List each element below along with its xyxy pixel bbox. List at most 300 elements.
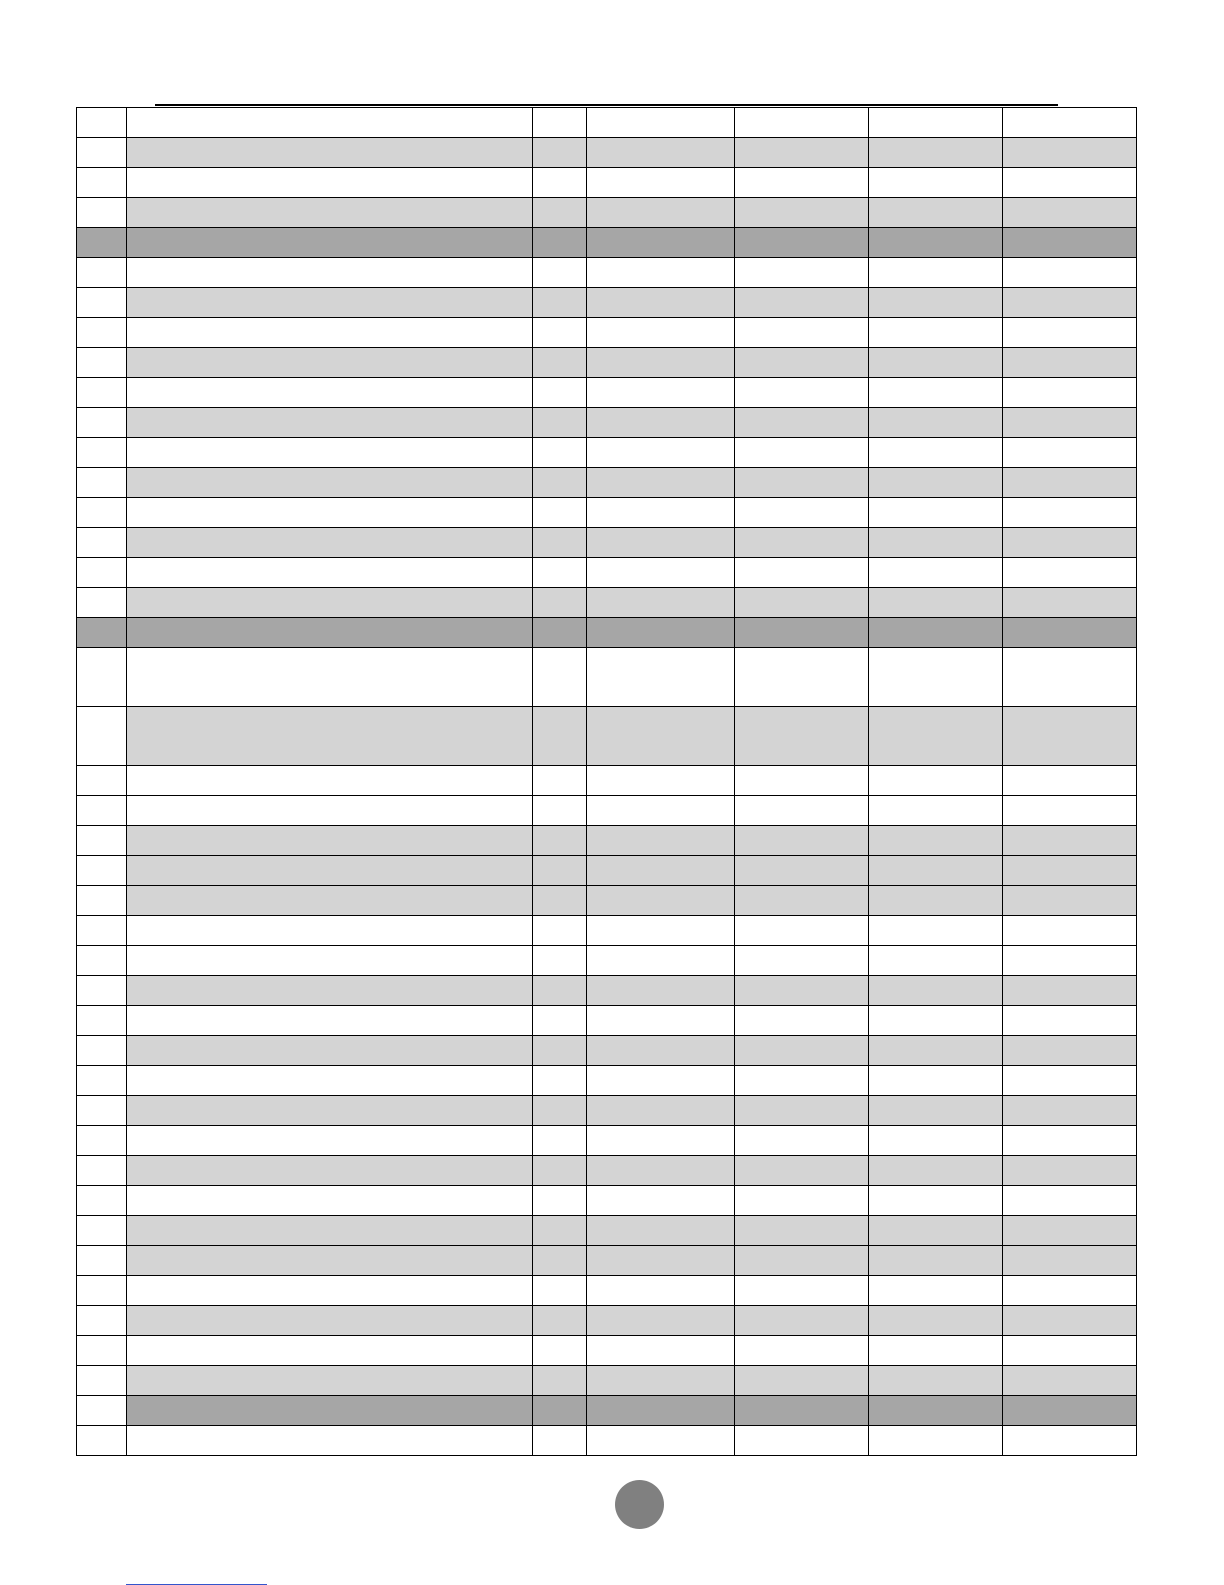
amount-cell-3[interactable] (868, 916, 1002, 945)
amount-cell-4[interactable] (1002, 1366, 1137, 1395)
description-cell[interactable] (126, 168, 532, 197)
amount-cell-2[interactable] (734, 588, 868, 617)
amount-cell-1[interactable] (586, 288, 734, 317)
line-number-cell (76, 618, 126, 647)
table-row (76, 976, 1137, 1006)
code-cell[interactable] (532, 1096, 586, 1125)
amount-cell-4[interactable] (1002, 588, 1137, 617)
description-cell[interactable] (126, 288, 532, 317)
amount-cell-3[interactable] (868, 707, 1002, 765)
amount-cell-4[interactable] (1002, 1096, 1137, 1125)
code-cell[interactable] (532, 198, 586, 227)
line-number-cell (76, 946, 126, 975)
code-cell[interactable] (532, 916, 586, 945)
description-cell[interactable] (126, 1276, 532, 1305)
amount-cell-4[interactable] (1002, 1336, 1137, 1365)
amount-cell-3[interactable] (868, 1246, 1002, 1275)
amount-cell-2[interactable] (734, 348, 868, 377)
table-row (76, 1306, 1137, 1336)
amount-cell-1[interactable] (586, 558, 734, 587)
description-cell[interactable] (126, 318, 532, 347)
amount-cell-2[interactable] (734, 886, 868, 915)
amount-cell-1[interactable] (586, 498, 734, 527)
code-cell[interactable] (532, 168, 586, 197)
amount-cell-4[interactable] (1002, 468, 1137, 497)
amount-cell-4[interactable] (1002, 348, 1137, 377)
table-row (76, 198, 1137, 228)
amount-cell-2[interactable] (734, 1096, 868, 1125)
amount-cell-3[interactable] (868, 1336, 1002, 1365)
code-cell[interactable] (532, 1276, 586, 1305)
code-cell[interactable] (532, 1336, 586, 1365)
code-cell[interactable] (532, 1366, 586, 1395)
code-cell[interactable] (532, 1006, 586, 1035)
amount-cell-2[interactable] (734, 1246, 868, 1275)
amount-cell-3[interactable] (868, 1126, 1002, 1155)
description-cell[interactable] (126, 826, 532, 855)
line-number-cell (76, 1276, 126, 1305)
amount-cell-1[interactable] (586, 108, 734, 137)
amount-cell-2[interactable] (734, 1306, 868, 1335)
line-number-cell (76, 378, 126, 407)
description-cell[interactable] (126, 916, 532, 945)
amount-cell-3[interactable] (868, 766, 1002, 795)
amount-cell-2[interactable] (734, 498, 868, 527)
code-cell[interactable] (532, 707, 586, 765)
amount-cell-4[interactable] (1002, 408, 1137, 437)
amount-cell-3[interactable] (868, 588, 1002, 617)
amount-cell-2[interactable] (734, 648, 868, 706)
code-cell[interactable] (532, 528, 586, 557)
amount-cell-1[interactable] (586, 946, 734, 975)
description-cell[interactable] (126, 498, 532, 527)
amount-cell-4 (1002, 228, 1137, 257)
line-number-cell (76, 856, 126, 885)
code-cell[interactable] (532, 826, 586, 855)
amount-cell-2[interactable] (734, 528, 868, 557)
description-cell[interactable] (126, 1126, 532, 1155)
amount-cell-1[interactable] (586, 648, 734, 706)
code-cell[interactable] (532, 1426, 586, 1455)
amount-cell-3[interactable] (868, 138, 1002, 167)
amount-cell-2[interactable] (734, 1006, 868, 1035)
table-row (76, 258, 1137, 288)
amount-cell-4[interactable] (1002, 138, 1137, 167)
line-number-cell (76, 826, 126, 855)
code-cell[interactable] (532, 1066, 586, 1095)
description-cell[interactable] (126, 946, 532, 975)
amount-cell-2[interactable] (734, 1156, 868, 1185)
amount-cell-1[interactable] (586, 1276, 734, 1305)
amount-cell-3[interactable] (868, 1306, 1002, 1335)
amount-cell-1[interactable] (586, 1156, 734, 1185)
amount-cell-1[interactable] (586, 348, 734, 377)
line-number-cell (76, 916, 126, 945)
description-cell[interactable] (126, 1036, 532, 1065)
amount-cell-2[interactable] (734, 288, 868, 317)
amount-cell-2[interactable] (734, 1186, 868, 1215)
amount-cell-1[interactable] (586, 886, 734, 915)
amount-cell-3[interactable] (868, 976, 1002, 1005)
amount-cell-3[interactable] (868, 348, 1002, 377)
table-row (76, 886, 1137, 916)
description-cell[interactable] (126, 856, 532, 885)
code-cell[interactable] (532, 1306, 586, 1335)
amount-cell-3[interactable] (868, 468, 1002, 497)
description-cell[interactable] (126, 138, 532, 167)
code-cell[interactable] (532, 108, 586, 137)
amount-cell-4[interactable] (1002, 378, 1137, 407)
code-cell[interactable] (532, 1156, 586, 1185)
code-cell[interactable] (532, 976, 586, 1005)
amount-cell-2[interactable] (734, 138, 868, 167)
code-cell[interactable] (532, 258, 586, 287)
amount-cell-2 (734, 228, 868, 257)
code-cell[interactable] (532, 408, 586, 437)
amount-cell-3[interactable] (868, 438, 1002, 467)
amount-cell-3[interactable] (868, 498, 1002, 527)
amount-cell-3[interactable] (868, 258, 1002, 287)
description-cell[interactable] (126, 796, 532, 825)
table-row (76, 138, 1137, 168)
table-row (76, 318, 1137, 348)
line-number-cell (76, 1396, 126, 1425)
table-row (76, 438, 1137, 468)
description-cell[interactable] (126, 766, 532, 795)
amount-cell-2[interactable] (734, 168, 868, 197)
description-cell[interactable] (126, 108, 532, 137)
description-cell[interactable] (126, 1156, 532, 1185)
code-cell[interactable] (532, 856, 586, 885)
line-number-cell (76, 1216, 126, 1245)
amount-cell-4[interactable] (1002, 1276, 1137, 1305)
amount-cell-4[interactable] (1002, 168, 1137, 197)
amount-cell-2[interactable] (734, 1276, 868, 1305)
amount-cell-4[interactable] (1002, 318, 1137, 347)
code-cell[interactable] (532, 348, 586, 377)
table-row (76, 1156, 1137, 1186)
amount-cell-1[interactable] (586, 1336, 734, 1365)
line-number-cell (76, 1306, 126, 1335)
code-cell[interactable] (532, 886, 586, 915)
amount-cell-2[interactable] (734, 1036, 868, 1065)
line-number-cell (76, 976, 126, 1005)
amount-cell-2[interactable] (734, 318, 868, 347)
amount-cell-4[interactable] (1002, 198, 1137, 227)
table-row (76, 856, 1137, 886)
amount-cell-1[interactable] (586, 438, 734, 467)
line-number-cell (76, 138, 126, 167)
amount-cell-2[interactable] (734, 438, 868, 467)
amount-cell-3[interactable] (868, 1066, 1002, 1095)
line-number-cell (76, 168, 126, 197)
amount-cell-4[interactable] (1002, 1006, 1137, 1035)
amount-cell-1[interactable] (586, 378, 734, 407)
code-cell[interactable] (532, 766, 586, 795)
code-cell[interactable] (532, 288, 586, 317)
amount-cell-2[interactable] (734, 408, 868, 437)
amount-cell-4 (1002, 618, 1137, 647)
description-cell[interactable] (126, 976, 532, 1005)
amount-cell-1[interactable] (586, 707, 734, 765)
amount-cell-4[interactable] (1002, 1156, 1137, 1185)
amount-cell-3[interactable] (868, 1366, 1002, 1395)
amount-cell-2[interactable] (734, 1426, 868, 1455)
amount-cell-1[interactable] (586, 138, 734, 167)
amount-cell-3[interactable] (868, 1036, 1002, 1065)
code-cell[interactable] (532, 796, 586, 825)
amount-cell-3[interactable] (868, 1096, 1002, 1125)
table-row (76, 468, 1137, 498)
code-cell[interactable] (532, 648, 586, 706)
amount-cell-3[interactable] (868, 198, 1002, 227)
amount-cell-1[interactable] (586, 1246, 734, 1275)
line-number-cell (76, 528, 126, 557)
code-cell (532, 618, 586, 647)
amount-cell-1[interactable] (586, 1096, 734, 1125)
amount-cell-4[interactable] (1002, 528, 1137, 557)
line-number-cell (76, 1426, 126, 1455)
amount-cell-3[interactable] (868, 288, 1002, 317)
amount-cell-4[interactable] (1002, 1186, 1137, 1215)
table-row (76, 648, 1137, 707)
amount-cell-2[interactable] (734, 468, 868, 497)
amount-cell-2[interactable] (734, 826, 868, 855)
code-cell[interactable] (532, 558, 586, 587)
line-number-cell (76, 288, 126, 317)
amount-cell-4[interactable] (1002, 648, 1137, 706)
line-number-cell (76, 198, 126, 227)
amount-cell-4[interactable] (1002, 916, 1137, 945)
table-row (76, 826, 1137, 856)
table-row (76, 498, 1137, 528)
amount-cell-1[interactable] (586, 468, 734, 497)
amount-cell-2[interactable] (734, 1216, 868, 1245)
description-cell[interactable] (126, 1246, 532, 1275)
amount-cell-2[interactable] (734, 766, 868, 795)
description-cell[interactable] (126, 378, 532, 407)
footer-link[interactable] (126, 1560, 267, 1585)
amount-cell-1[interactable] (586, 408, 734, 437)
amount-cell-2[interactable] (734, 558, 868, 587)
description-cell[interactable] (126, 198, 532, 227)
amount-cell-1[interactable] (586, 318, 734, 347)
code-cell[interactable] (532, 588, 586, 617)
line-number-cell (76, 1156, 126, 1185)
description-cell[interactable] (126, 1216, 532, 1245)
amount-cell-2[interactable] (734, 946, 868, 975)
amount-cell-2[interactable] (734, 1066, 868, 1095)
description-cell[interactable] (126, 1066, 532, 1095)
amount-cell-3[interactable] (868, 408, 1002, 437)
description-cell[interactable] (126, 648, 532, 706)
amount-cell-3[interactable] (868, 528, 1002, 557)
amount-cell-4[interactable] (1002, 288, 1137, 317)
description-cell[interactable] (126, 1336, 532, 1365)
line-number-cell (76, 1336, 126, 1365)
description-cell[interactable] (126, 707, 532, 765)
amount-cell-4[interactable] (1002, 707, 1137, 765)
amount-cell-2[interactable] (734, 1366, 868, 1395)
amount-cell-4 (1002, 1396, 1137, 1425)
description-cell[interactable] (126, 1366, 532, 1395)
amount-cell-3[interactable] (868, 1006, 1002, 1035)
amount-cell-4[interactable] (1002, 826, 1137, 855)
amount-cell-4[interactable] (1002, 438, 1137, 467)
amount-cell-4[interactable] (1002, 886, 1137, 915)
amount-cell-1[interactable] (586, 976, 734, 1005)
description-cell[interactable] (126, 886, 532, 915)
amount-cell-3[interactable] (868, 826, 1002, 855)
amount-cell-1 (586, 618, 734, 647)
amount-cell-4[interactable] (1002, 1066, 1137, 1095)
amount-cell-4[interactable] (1002, 946, 1137, 975)
amount-cell-1[interactable] (586, 1126, 734, 1155)
amount-cell-2[interactable] (734, 1336, 868, 1365)
amount-cell-4[interactable] (1002, 766, 1137, 795)
amount-cell-1[interactable] (586, 1366, 734, 1395)
amount-cell-3[interactable] (868, 1426, 1002, 1455)
amount-cell-1[interactable] (586, 1006, 734, 1035)
amount-cell-1 (586, 1396, 734, 1425)
description-cell[interactable] (126, 258, 532, 287)
code-cell[interactable] (532, 1246, 586, 1275)
amount-cell-4[interactable] (1002, 558, 1137, 587)
amount-cell-4[interactable] (1002, 796, 1137, 825)
code-cell[interactable] (532, 1036, 586, 1065)
amount-cell-1[interactable] (586, 826, 734, 855)
amount-cell-2[interactable] (734, 108, 868, 137)
amount-cell-4[interactable] (1002, 1036, 1137, 1065)
description-cell[interactable] (126, 558, 532, 587)
code-cell[interactable] (532, 1126, 586, 1155)
amount-cell-2[interactable] (734, 796, 868, 825)
amount-cell-3[interactable] (868, 108, 1002, 137)
amount-cell-4[interactable] (1002, 108, 1137, 137)
amount-cell-3[interactable] (868, 856, 1002, 885)
amount-cell-2[interactable] (734, 707, 868, 765)
description-cell[interactable] (126, 588, 532, 617)
line-number-cell (76, 108, 126, 137)
amount-cell-4[interactable] (1002, 1126, 1137, 1155)
amount-cell-3[interactable] (868, 558, 1002, 587)
table-row (76, 1006, 1137, 1036)
code-cell[interactable] (532, 1186, 586, 1215)
amount-cell-4[interactable] (1002, 1306, 1137, 1335)
amount-cell-2[interactable] (734, 856, 868, 885)
amount-cell-1[interactable] (586, 916, 734, 945)
amount-cell-4[interactable] (1002, 1246, 1137, 1275)
code-cell[interactable] (532, 498, 586, 527)
amount-cell-1[interactable] (586, 856, 734, 885)
amount-cell-1[interactable] (586, 1216, 734, 1245)
amount-cell-2[interactable] (734, 916, 868, 945)
amount-cell-1[interactable] (586, 588, 734, 617)
amount-cell-3 (868, 1396, 1002, 1425)
table-row (76, 1126, 1137, 1156)
amount-cell-2[interactable] (734, 258, 868, 287)
description-cell[interactable] (126, 348, 532, 377)
amount-cell-4[interactable] (1002, 1426, 1137, 1455)
amount-cell-3[interactable] (868, 168, 1002, 197)
table-row (76, 1426, 1137, 1456)
amount-cell-3[interactable] (868, 796, 1002, 825)
table-row (76, 1066, 1137, 1096)
amount-cell-1[interactable] (586, 168, 734, 197)
amount-cell-1[interactable] (586, 766, 734, 795)
line-number-cell (76, 1126, 126, 1155)
code-cell[interactable] (532, 138, 586, 167)
code-cell[interactable] (532, 438, 586, 467)
amount-cell-1[interactable] (586, 1426, 734, 1455)
amount-cell-3[interactable] (868, 1186, 1002, 1215)
amount-cell-1[interactable] (586, 796, 734, 825)
amount-cell-1[interactable] (586, 258, 734, 287)
amount-cell-2[interactable] (734, 378, 868, 407)
description-cell[interactable] (126, 1096, 532, 1125)
amount-cell-1[interactable] (586, 528, 734, 557)
line-number-cell (76, 468, 126, 497)
line-number-cell (76, 228, 126, 257)
description-cell[interactable] (126, 528, 532, 557)
table-row (76, 766, 1137, 796)
amount-cell-1[interactable] (586, 1036, 734, 1065)
amount-cell-3[interactable] (868, 1216, 1002, 1245)
amount-cell-2[interactable] (734, 198, 868, 227)
description-cell[interactable] (126, 1006, 532, 1035)
amount-cell-4[interactable] (1002, 258, 1137, 287)
description-cell[interactable] (126, 1306, 532, 1335)
line-number-cell (76, 766, 126, 795)
line-number-cell (76, 1096, 126, 1125)
amount-cell-1[interactable] (586, 1306, 734, 1335)
line-number-cell (76, 648, 126, 706)
description-cell (126, 1396, 532, 1425)
description-cell[interactable] (126, 468, 532, 497)
amount-cell-3[interactable] (868, 886, 1002, 915)
amount-cell-3[interactable] (868, 648, 1002, 706)
amount-cell-4[interactable] (1002, 1216, 1137, 1245)
amount-cell-1[interactable] (586, 198, 734, 227)
code-cell[interactable] (532, 468, 586, 497)
amount-cell-2[interactable] (734, 976, 868, 1005)
amount-cell-3[interactable] (868, 318, 1002, 347)
amount-cell-1[interactable] (586, 1066, 734, 1095)
amount-cell-3[interactable] (868, 1276, 1002, 1305)
amount-cell-4[interactable] (1002, 856, 1137, 885)
amount-cell-2[interactable] (734, 1126, 868, 1155)
description-cell[interactable] (126, 408, 532, 437)
amount-cell-4[interactable] (1002, 498, 1137, 527)
code-cell (532, 228, 586, 257)
amount-cell-3[interactable] (868, 1156, 1002, 1185)
amount-cell-3[interactable] (868, 378, 1002, 407)
description-cell[interactable] (126, 1186, 532, 1215)
code-cell[interactable] (532, 946, 586, 975)
line-number-cell (76, 1186, 126, 1215)
code-cell[interactable] (532, 1216, 586, 1245)
amount-cell-4[interactable] (1002, 976, 1137, 1005)
code-cell[interactable] (532, 378, 586, 407)
line-number-cell (76, 1246, 126, 1275)
amount-cell-3[interactable] (868, 946, 1002, 975)
description-cell[interactable] (126, 438, 532, 467)
amount-cell-1[interactable] (586, 1186, 734, 1215)
description-cell[interactable] (126, 1426, 532, 1455)
line-number-cell (76, 438, 126, 467)
form-table (76, 107, 1137, 1456)
code-cell[interactable] (532, 318, 586, 347)
